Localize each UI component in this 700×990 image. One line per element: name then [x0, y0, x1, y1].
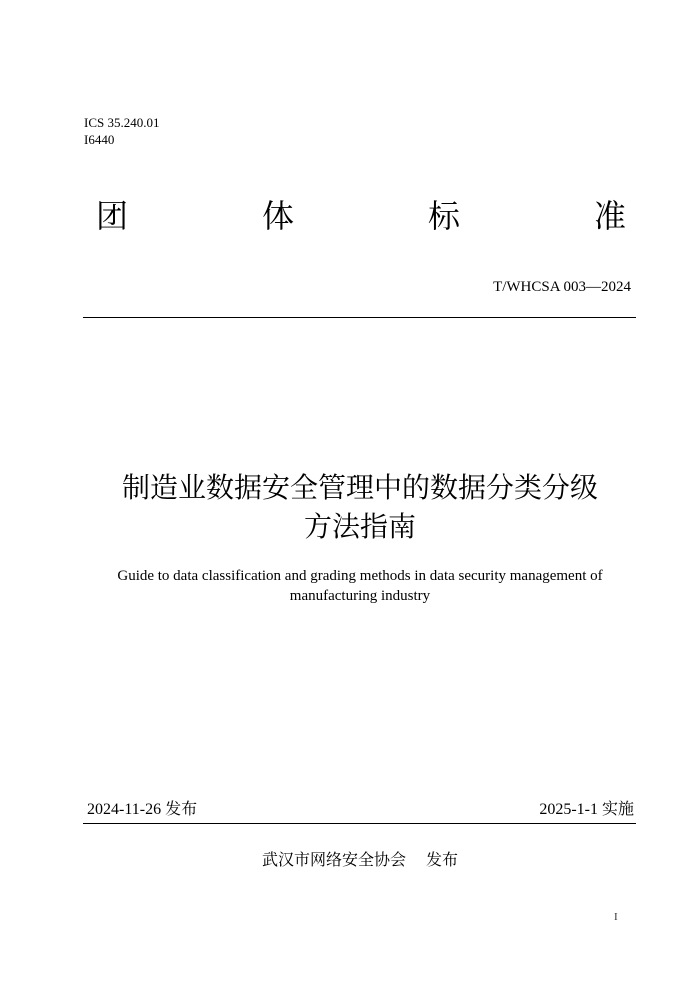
title-english-line-1: Guide to data classification and grading methods in data security management of [117, 568, 603, 584]
standard-number: T/WHCSA 003—2024 [493, 279, 631, 295]
standard-type-char: 标 [427, 197, 460, 235]
title-chinese-line-1: 制造业数据安全管理中的数据分类分级 [121, 471, 598, 504]
date-row [87, 800, 634, 820]
ics-block [84, 114, 159, 148]
footer-divider [83, 823, 636, 824]
title-english-line-2: manufacturing industry [289, 588, 431, 604]
title-chinese-line-2: 方法指南 [303, 510, 416, 543]
standard-type-char: 体 [261, 197, 294, 235]
ccs-code: I6440 [84, 132, 115, 147]
publisher-line [60, 851, 660, 871]
publish-date: 2024-11-26 发布 [87, 801, 198, 818]
implement-date: 2025-1-1 实施 [539, 801, 634, 818]
standard-type-char: 团 [96, 197, 129, 235]
page-number: I [614, 911, 618, 923]
standard-type-heading [96, 194, 626, 238]
publisher-action: 发布 [426, 852, 459, 869]
standard-type-char: 准 [593, 197, 626, 235]
publisher-name: 武汉市网络安全协会 [261, 852, 406, 869]
ics-code: ICS 35.240.01 [84, 115, 160, 130]
header-divider [83, 317, 636, 318]
title-english [60, 566, 660, 606]
title-chinese [60, 468, 660, 546]
